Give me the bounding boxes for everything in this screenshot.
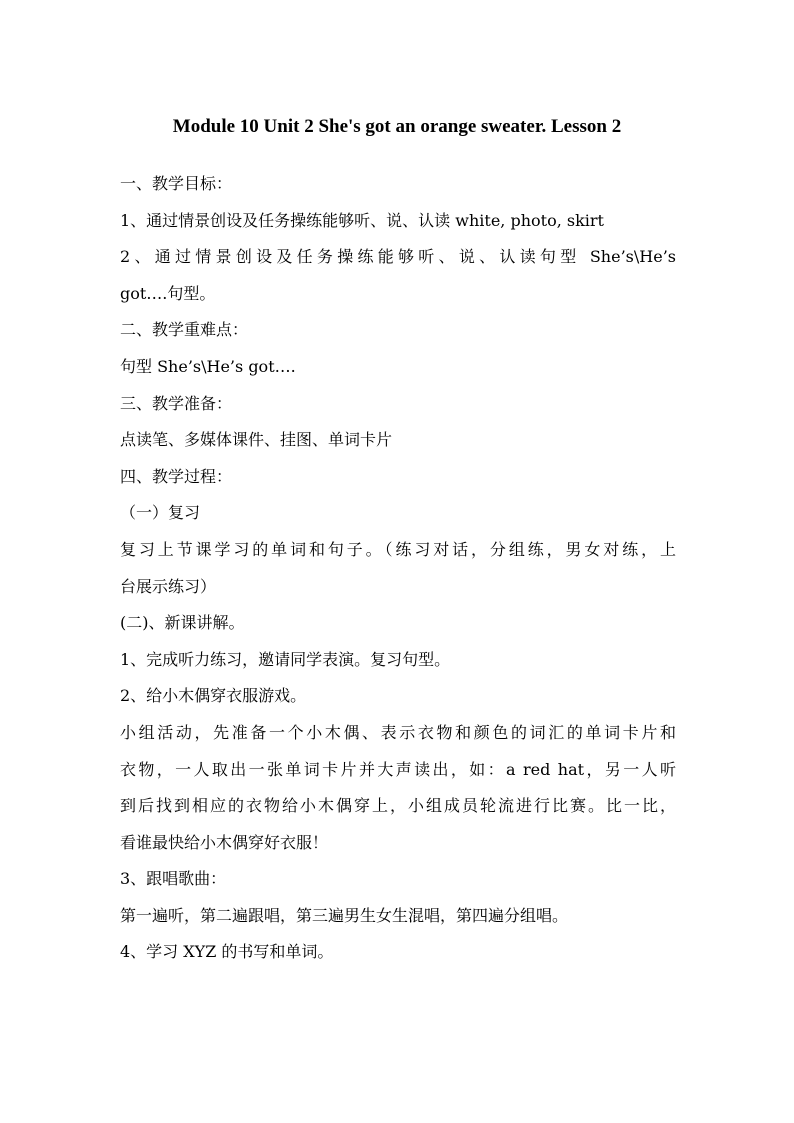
step-3-song: 3、跟唱歌曲： [120,869,227,889]
section-heading-key-points: 二、教学重难点： [120,320,249,340]
review-paragraph-continued: 台展示练习） [120,576,217,596]
puppet-game-paragraph: 小组活动，先准备一个小木偶、表示衣物和颜色的词汇的单词卡片和 [120,722,676,742]
step-2-puppet-game: 2、给小木偶穿衣服游戏。 [120,686,307,706]
puppet-game-paragraph-line-3: 到后找到相应的衣物给小木偶穿上，小组成员轮流进行比赛。比一比， [120,796,676,816]
puppet-game-paragraph-line-4: 看谁最快给小木偶穿好衣服！ [120,832,329,852]
review-paragraph: 复习上节课学习的单词和句子。（练习对话，分组练，男女对练，上 [120,539,676,559]
key-point-sentence: 句型 She’s\He’s got…. [120,356,296,376]
subsection-new-lesson: (二)、新课讲解。 [120,613,245,633]
document-body [120,166,676,971]
preparation-materials: 点读笔、多媒体课件、挂图、单词卡片 [120,430,393,450]
section-heading-preparation: 三、教学准备： [120,393,233,413]
song-instructions: 第一遍听，第二遍跟唱，第三遍男生女生混唱，第四遍分组唱。 [120,905,569,925]
subsection-review: （一）复习 [120,503,201,523]
step-1-listening: 1、完成听力练习，邀请同学表演。复习句型。 [120,649,451,669]
objective-item-2-continued: got….句型。 [120,283,216,303]
section-heading-objectives: 一、教学目标： [120,174,233,193]
section-heading-process: 四、教学过程： [120,466,233,486]
objective-item-2: 2、通过情景创设及任务操练能够听、说、认读句型 She’s\He’s [120,247,676,267]
step-4-xyz: 4、学习 XYZ 的书写和单词。 [120,942,334,962]
document-title: Module 10 Unit 2 She's got an orange sweater. Lesson 2 [172,116,622,137]
puppet-game-paragraph-line-2: 衣物，一人取出一张单词卡片并大声读出，如：a red hat，另一人听 [120,759,676,779]
objective-item-1: 1、通过情景创设及任务操练能够听、说、认读 white, photo, skirt [120,210,604,230]
